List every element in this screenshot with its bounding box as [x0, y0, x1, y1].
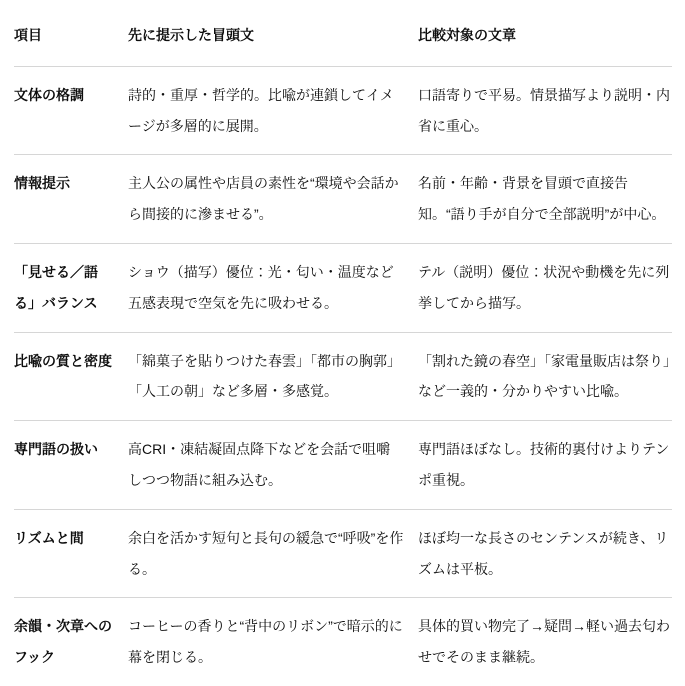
row-label: リズムと間: [14, 509, 128, 598]
column-header-opening-text: 先に提示した冒頭文: [128, 27, 254, 43]
cell-comparison-text: 「割れた鏡の春空」「家電量販店は祭り」など一義的・分かりやすい比喩。: [418, 332, 672, 421]
cell-comparison-text: 具体的買い物完了→疑問→軽い過去匂わせでそのまま継続。: [418, 598, 672, 686]
table-row: [14, 332, 672, 421]
table-row: [14, 155, 672, 244]
cell-opening-text: 余白を活かす短句と長句の緩急で“呼吸”を作る。: [128, 509, 418, 598]
cell-opening-text: コーヒーの香りと“背中のリボン”で暗示的に幕を閉じる。: [128, 598, 418, 686]
cell-comparison-text: テル（説明）優位：状況や動機を先に列挙してから描写。: [418, 243, 672, 332]
column-header-item: 項目: [14, 27, 42, 43]
row-label: 専門語の扱い: [14, 421, 128, 510]
cell-comparison-text: 専門語ほぼなし。技術的裏付けよりテンポ重視。: [418, 421, 672, 510]
cell-opening-text: 高CRI・凍結凝固点降下などを会話で咀嚼しつつ物語に組み込む。: [128, 421, 418, 510]
row-label: 情報提示: [14, 155, 128, 244]
row-label: 文体の格調: [14, 66, 128, 155]
cell-opening-text: 「綿菓子を貼りつけた春雲」「都市の胸郭」「人工の朝」など多層・多感覚。: [128, 332, 418, 421]
column-header-comparison-text: 比較対象の文章: [418, 27, 516, 43]
cell-opening-text: 詩的・重厚・哲学的。比喩が連鎖してイメージが多層的に展開。: [128, 66, 418, 155]
table-row: [14, 598, 672, 686]
header-row: [14, 6, 672, 66]
table-header: [14, 6, 672, 66]
cell-opening-text: 主人公の属性や店員の素性を“環境や会話から間接的に滲ませる”。: [128, 155, 418, 244]
table-row: [14, 66, 672, 155]
cell-opening-text: ショウ（描写）優位：光・匂い・温度など五感表現で空気を先に吸わせる。: [128, 243, 418, 332]
cell-comparison-text: 口語寄りで平易。情景描写より説明・内省に重心。: [418, 66, 672, 155]
cell-comparison-text: 名前・年齢・背景を冒頭で直接告知。“語り手が自分で全部説明”が中心。: [418, 155, 672, 244]
table-row: [14, 509, 672, 598]
cell-comparison-text: ほぼ均一な長さのセンテンスが続き、リズムは平板。: [418, 509, 672, 598]
table-row: [14, 421, 672, 510]
comparison-table: [14, 6, 672, 686]
row-label: 比喩の質と密度: [14, 332, 128, 421]
table-body: [14, 66, 672, 686]
row-label: 「見せる／語る」バランス: [14, 243, 128, 332]
table-row: [14, 243, 672, 332]
row-label: 余韻・次章へのフック: [14, 598, 128, 686]
